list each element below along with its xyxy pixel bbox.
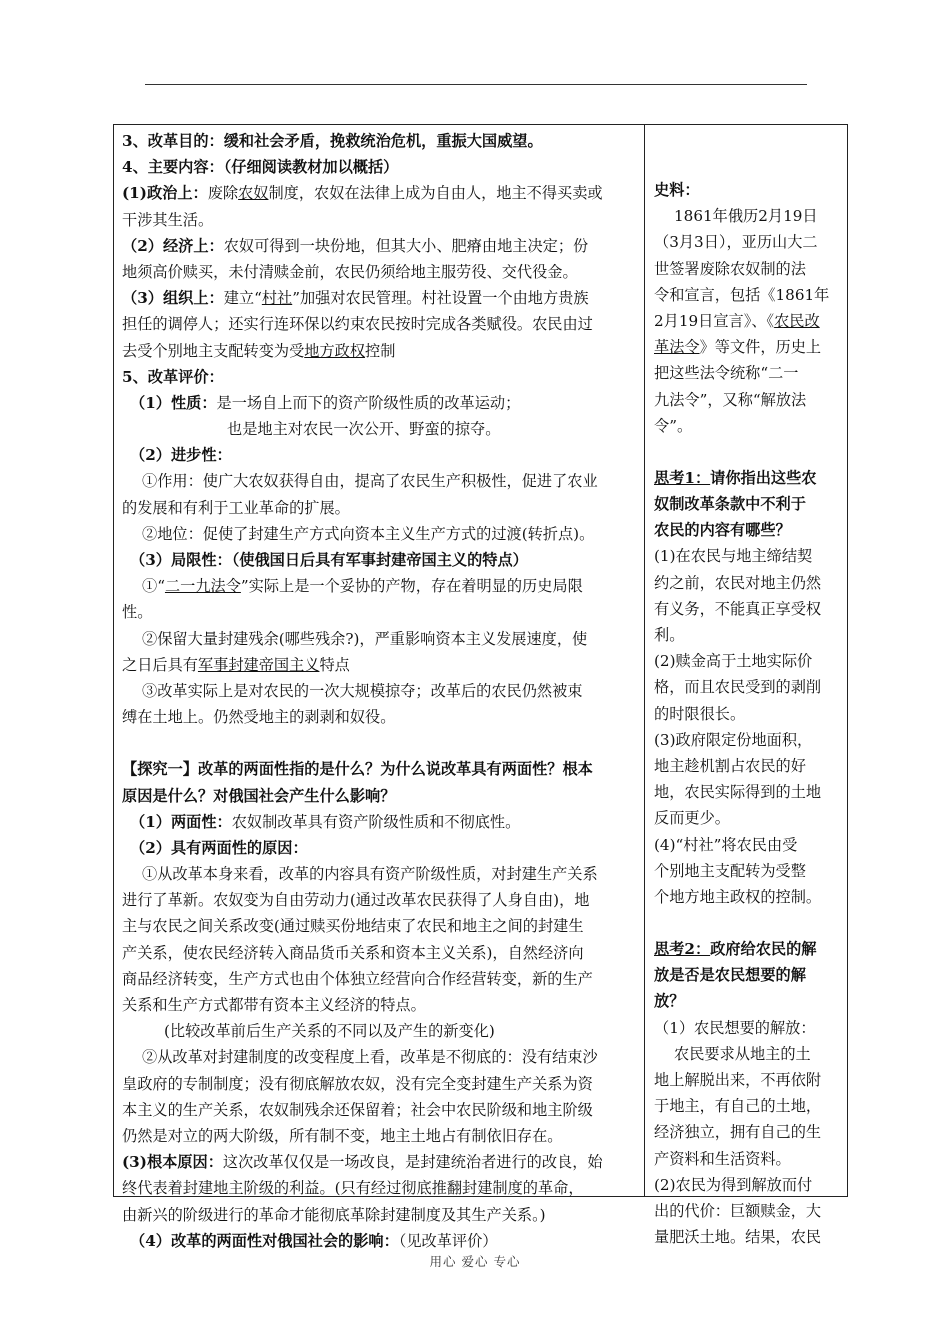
explore-heading: 【探究一】改革的两面性指的是什么？为什么说改革具有两面性？根本 [122, 760, 593, 779]
limit-2: ②保留大量封建残余(哪些残余?)，严重影响资本主义发展速度，使 [142, 629, 588, 648]
progress-1: ①作用：使广大农奴获得自由，提高了农民生产积极性，促进了农业 [142, 472, 598, 491]
org-cont-1: 担任的调停人；还实行连环保以约束农民按时完成各类赋役。农民由过 [122, 315, 593, 334]
reason-2-c3: 仍然是对立的两大阶级，所有制不变，地主土地占有制依旧存在。 [122, 1126, 563, 1145]
answer-line: 量肥沃土地。结果，农民 [654, 1228, 822, 1247]
root-c2: 由新兴的阶级进行的革命才能彻底革除封建制度及其生产关系。) [122, 1205, 546, 1224]
economic-line: （2）经济上：农奴可得到一块份地，但其大小、肥瘠由地主决定；份 [122, 236, 589, 255]
source-line: 九法令”，又称“解放法 [654, 390, 807, 409]
column-divider [644, 125, 645, 1196]
root-line: (3)根本原因：这次改革仅仅是一场改良，是封建统治者进行的改良，始 [122, 1153, 603, 1172]
think1-cont: 奴制改革条款中不利于 [654, 495, 806, 514]
reason-heading: （2）具有两面性的原因： [130, 838, 308, 857]
answer-line: 出的代价：巨额赎金，大 [654, 1201, 822, 1220]
source-line: 革法令》等文件，历史上 [654, 338, 822, 357]
think1-heading: 思考1：请你指出这些农 [654, 468, 817, 487]
content-table [113, 124, 848, 1250]
source-line: 1861年俄历2月19日 [674, 207, 818, 226]
limit-1: ①“二一九法令”实际上是一个妥协的产物，存在着明显的历史局限 [142, 577, 583, 596]
answer-line: 利。 [654, 626, 685, 644]
think2-cont: 放？ [654, 992, 685, 1011]
answer-line: 格，而且农民受到的剥削 [654, 678, 822, 697]
limit-heading: （3）局限性：（使俄国日后具有军事封建帝国主义的特点） [130, 551, 528, 569]
spacer [654, 439, 844, 465]
impact-line: （4）改革的两面性对俄国社会的影响：（见改革评价） [130, 1231, 498, 1250]
source-line: 把这些法令统称“二一 [654, 364, 799, 383]
source-line: 令”。 [654, 416, 693, 435]
reason-1-c3: 产关系，使农民经济转入商品货币关系和资本主义关系)，自然经济向 [122, 943, 584, 962]
reason-1-c2: 主与农民之间关系改变(通过赎买份地结束了农民和地主之间的封建生 [122, 917, 584, 936]
answer-line: 地，农民实际得到的土地 [654, 783, 822, 802]
source-label: 史料： [654, 181, 700, 199]
think2-heading: 思考2：政府给农民的解 [654, 940, 817, 959]
purpose-line: 3、改革目的：缓和社会矛盾，挽救统治危机，重振大国威望。 [122, 132, 543, 150]
org-line: （3）组织上：建立“村社”加强对农民管理。村社设置一个由地方贵族 [122, 289, 589, 308]
header-rule [145, 84, 807, 85]
reason-1-c1: 进行了革新。农奴变为自由劳动力(通过改革农民获得了人身自由)，地 [122, 891, 590, 910]
source-line: （3月3日），亚历山大二 [654, 233, 818, 252]
economic-cont: 地须高价赎买，未付清赎金前，农民仍须给地主服劳役、交代役金。 [122, 262, 578, 281]
answer-line: (1)在农民与地主缔结契 [654, 547, 813, 566]
source-line: 世签署废除农奴制的法 [654, 259, 806, 278]
page-footer: 用心 爱心 专心 [429, 1254, 521, 1269]
think2-cont: 放是否是农民想要的解 [654, 966, 806, 985]
nature-cont: 也是地主对农民一次公开、野蛮的掠夺。 [227, 420, 501, 439]
answer-line: (4)“村社”将农民由受 [654, 835, 798, 854]
answer-line: 经济独立，拥有自己的生 [654, 1123, 822, 1142]
right-column [654, 177, 844, 1250]
progress-heading: （2）进步性： [130, 446, 232, 465]
answer-line: 农民要求从地主的土 [674, 1044, 811, 1063]
answer-line: (3)政府限定份地面积， [654, 730, 813, 749]
reason-2-c2: 本主义的生产关系，农奴制残余还保留着；社会中农民阶级和地主阶级 [122, 1100, 593, 1119]
left-column [122, 128, 640, 1254]
source-line: 2月19日宣言》、《农民改 [654, 311, 820, 330]
progress-1-cont: 的发展和有利于工业革命的扩展。 [122, 498, 350, 517]
answer-line: 个别地主支配转为受整 [654, 861, 806, 880]
reason-note: (比较改革前后生产关系的不同以及产生的新变化) [164, 1022, 495, 1041]
spacer [122, 730, 640, 756]
answer-line: 有义务，不能真正享受权 [654, 599, 822, 618]
answer-line: 地主趁机割占农民的好 [654, 756, 806, 775]
root-c1: 终代表着封建地主阶级的利益。(只有经过彻底推翻封建制度的革命， [122, 1179, 584, 1198]
limit-2-cont: 之日后具有军事封建帝国主义特点 [122, 655, 350, 674]
answer-line: 反而更少。 [654, 809, 730, 828]
think1-cont: 农民的内容有哪些？ [654, 521, 791, 540]
answer-line: (2)农民为得到解放而付 [654, 1175, 813, 1194]
spacer [654, 910, 844, 936]
answer-line: 的时限很长。 [654, 704, 746, 723]
answer-line: 约之前，农民对地主仍然 [654, 573, 822, 592]
political-cont: 干涉其生活。 [122, 210, 214, 229]
reason-1-c5: 关系和生产方式都带有资本主义经济的特点。 [122, 996, 426, 1014]
content-heading: 4、主要内容：（仔细阅读教材加以概括） [122, 158, 399, 177]
reason-2: ②从改革对封建制度的改变程度上看，改革是不彻底的：没有结束沙 [142, 1048, 598, 1067]
explore-heading-cont: 原因是什么？对俄国社会产生什么影响？ [122, 786, 396, 805]
reason-2-c1: 皇政府的专制制度；没有彻底解放农奴，没有完全变封建生产关系为资 [122, 1074, 593, 1093]
progress-2: ②地位：促使了封建生产方式向资本主义生产方式的过渡(转折点)。 [142, 524, 595, 543]
eval-heading: 5、改革评价： [122, 367, 224, 386]
nature-line: （1）性质：是一场自上而下的资产阶级性质的改革运动； [130, 393, 521, 412]
answer-line: (2)赎金高于土地实际价 [654, 652, 813, 671]
reason-1: ①从改革本身来看，改革的内容具有资产阶级性质，对封建生产关系 [142, 865, 598, 884]
limit-1-cont: 性。 [122, 603, 153, 622]
answer-line: 地上解脱出来，不再依附 [654, 1071, 822, 1089]
dual-line: （1）两面性：农奴制改革具有资产阶级性质和不彻底性。 [130, 812, 521, 831]
answer-line: 于地主，有自己的土地， [654, 1097, 822, 1116]
answer-line: 产资料和生活资料。 [654, 1149, 791, 1168]
answer-line: （1）农民想要的解放： [654, 1018, 816, 1037]
answer-line: 个地方地主政权的控制。 [654, 887, 822, 906]
source-line: 令和宣言，包括《1861年 [654, 285, 830, 304]
limit-3-cont: 缚在土地上。仍然受地主的剥剥和奴役。 [122, 708, 396, 727]
org-cont-2: 去受个别地主支配转变为受地方政权控制 [122, 341, 396, 360]
limit-3: ③改革实际上是对农民的一次大规模掠夺；改革后的农民仍然被束 [142, 681, 583, 700]
political-line: (1)政治上：废除农奴制度，农奴在法律上成为自由人，地主不得买卖或 [122, 184, 603, 203]
reason-1-c4: 商品经济转变，生产方式也由个体独立经营向合作经营转变，新的生产 [122, 969, 593, 988]
